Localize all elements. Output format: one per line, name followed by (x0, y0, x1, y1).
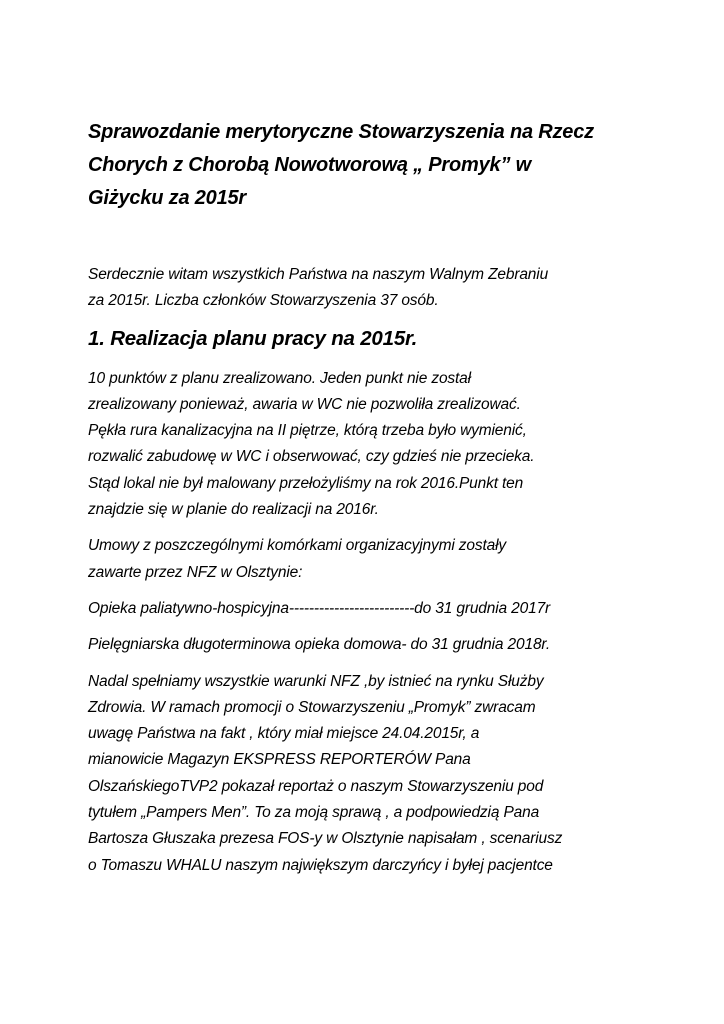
title-line: Chorych z Chorobą Nowotworową „ Promyk” w (88, 154, 531, 176)
intro-line: Serdecznie witam wszystkich Państwa na naszym Walnym Zebraniu (88, 266, 549, 283)
contract-palliative-care: Opieka paliatywno-hospicyjna-------------------------do 31 grudnia 2017r (88, 599, 551, 617)
plan-line: zrealizowany ponieważ, awaria w WC nie pozwoliła zrealizować. (88, 395, 521, 413)
nfz-line: Bartosza Głuszaka prezesa FOS-y w Olsztynie napisałam , scenariusz (88, 830, 563, 848)
document-body (88, 116, 648, 879)
intro-line: za 2015r. Liczba członków Stowarzyszenia 37 osób. (88, 292, 439, 310)
plan-line: znajdzie się w planie do realizacji na 2016r. (88, 501, 379, 519)
title-line: Sprawozdanie merytoryczne Stowarzyszenia na Rzecz (88, 121, 594, 143)
nfz-line: tytułem „Pampers Men”. To za moją sprawą , a podpowiedzią Pana (88, 804, 540, 822)
nfz-line: o Tomaszu WHALU naszym największym darczyńcy i byłej pacjentce (88, 856, 553, 874)
plan-line: rozwalić zabudowę w WC i obserwować, czy gdzieś nie przecieka. (88, 448, 535, 466)
contract-home-nursing: Pielęgniarska długoterminowa opieka domowa- do 31 grudnia 2018r. (88, 636, 551, 654)
nfz-line: Zdrowia. W ramach promocji o Stowarzyszeniu „Promyk” zwracam (88, 698, 536, 716)
plan-paragraph (88, 366, 648, 524)
contracts-line: zawarte przez NFZ w Olsztynie: (88, 563, 303, 581)
plan-line: Stąd lokal nie był malowany przełożyliśmy na rok 2016.Punkt ten (88, 474, 524, 492)
plan-line: Pękła rura kanalizacyjna na II piętrze, którą trzeba było wymienić, (88, 422, 527, 440)
nfz-line: Nadal spełniamy wszystkie warunki NFZ ,by istnieć na rynku Służby (88, 672, 544, 690)
intro-paragraph (88, 262, 648, 315)
contracts-line: Umowy z poszczególnymi komórkami organizacyjnymi zostały (88, 537, 506, 555)
section-heading-plan: 1. Realizacja planu pracy na 2015r. (88, 326, 418, 350)
contracts-paragraph (88, 533, 648, 586)
nfz-line: OlszańskiegoTVP2 pokazał reportaż o naszym Stowarzyszeniu pod (88, 777, 544, 795)
nfz-line: uwagę Państwa na fakt , który miał miejsce 24.04.2015r, a (88, 725, 480, 743)
plan-line: 10 punktów z planu zrealizowano. Jeden punkt nie został (88, 369, 471, 387)
title-line: Giżycku za 2015r (88, 187, 247, 209)
nfz-paragraph (88, 669, 648, 879)
nfz-line: mianowicie Magazyn EKSPRESS REPORTERÓW Pana (88, 751, 471, 769)
report-title (88, 116, 648, 215)
